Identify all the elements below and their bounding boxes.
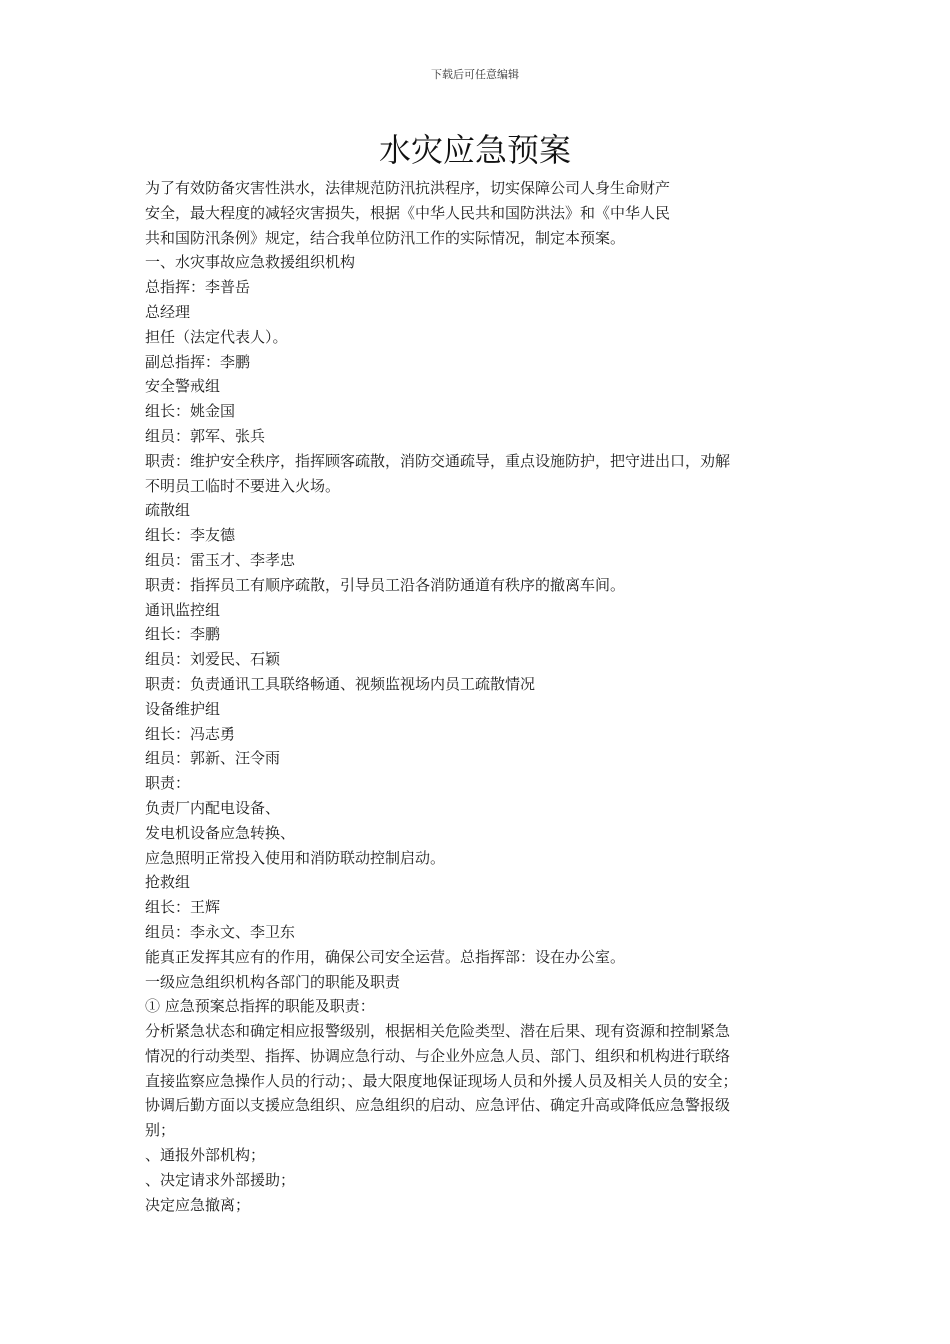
body-line: 组长：姚金国 (145, 402, 236, 421)
body-line: 组员：郭新、汪令雨 (145, 749, 281, 768)
body-line: 为了有效防备灾害性洪水，法律规范防汛抗洪程序，切实保障公司人身生命财产 (145, 179, 671, 197)
body-line: 分析紧急状态和确定相应报警级别，根据相关危险类型、潜在后果、现有资源和控制紧急 (145, 1022, 731, 1041)
body-line: 负责厂内配电设备、 (145, 798, 281, 817)
body-line: 发电机设备应急转换、 (145, 823, 296, 842)
body-line: 应急照明正常投入使用和消防联动控制启动。 (145, 848, 446, 867)
body-line: ① 应急预案总指挥的职能及职责： (145, 997, 375, 1016)
section-heading: 一、水灾事故应急救援组织机构 (145, 253, 356, 272)
body-line: 副总指挥：李鹏 (145, 352, 251, 371)
body-line: 决定应急撤离； (145, 1195, 251, 1214)
body-line: 组长：冯志勇 (145, 724, 236, 743)
body-line: 组员：李永文、李卫东 (145, 922, 296, 941)
body-line: 担任（法定代表人）。 (145, 327, 288, 346)
body-line: 不明员工临时不要进入火场。 (145, 476, 341, 495)
body-line: 职责： (145, 774, 191, 793)
body-line: 组长：李友德 (145, 526, 236, 545)
body-line: 能真正发挥其应有的作用，确保公司安全运营。总指挥部：设在办公室。 (145, 947, 626, 966)
body-line: 总经理 (145, 302, 191, 321)
header-note: 下载后可任意编辑 (431, 68, 519, 81)
body-line: 职责：指挥员工有顺序疏散，引导员工沿各消防通道有秩序的撤离车间。 (145, 575, 626, 594)
body-line: 组长：王辉 (145, 898, 221, 917)
body-line: 组员：雷玉才、李孝忠 (145, 550, 296, 569)
body-line: 组长：李鹏 (145, 625, 221, 644)
group-heading: 抢救组 (145, 873, 191, 892)
body-line: 安全，最大程度的减轻灾害损失，根据《中华人民共和国防洪法》和《中华人民 (145, 203, 671, 222)
group-heading: 疏散组 (145, 501, 191, 520)
body-line: 组员：刘爱民、石颖 (145, 650, 281, 669)
body-line: 、决定请求外部援助； (145, 1170, 296, 1189)
body-line: 协调后勤方面以支援应急组织、应急组织的启动、应急评估、确定升高或降低应急警报级 (145, 1096, 731, 1115)
body-line: 别； (145, 1121, 176, 1140)
body-line: 、通报外部机构； (145, 1146, 266, 1165)
body-line: 总指挥：李普岳 (145, 278, 251, 297)
document-body (145, 176, 810, 1217)
group-heading: 安全警戒组 (145, 377, 221, 396)
body-line: 情况的行动类型、指挥、协调应急行动、与企业外应急人员、部门、组织和机构进行联络 (145, 1046, 731, 1065)
group-heading: 设备维护组 (145, 699, 221, 718)
body-line: 职责：维护安全秩序，指挥顾客疏散，消防交通疏导，重点设施防护，把守进出口，劝解 (145, 451, 731, 470)
group-heading: 通讯监控组 (145, 600, 221, 619)
document-title: 水灾应急预案 (378, 131, 571, 169)
body-line: 职责：负责通讯工具联络畅通、视频监视场内员工疏散情况 (145, 674, 536, 693)
body-line: 直接监察应急操作人员的行动；、最大限度地保证现场人员和外援人员及相关人员的安全； (145, 1071, 738, 1090)
body-line: 共和国防汛条例》规定，结合我单位防汛工作的实际情况，制定本预案。 (145, 228, 626, 247)
section-heading: 一级应急组织机构各部门的职能及职责 (145, 972, 401, 991)
body-line: 组员：郭军、张兵 (145, 426, 266, 445)
